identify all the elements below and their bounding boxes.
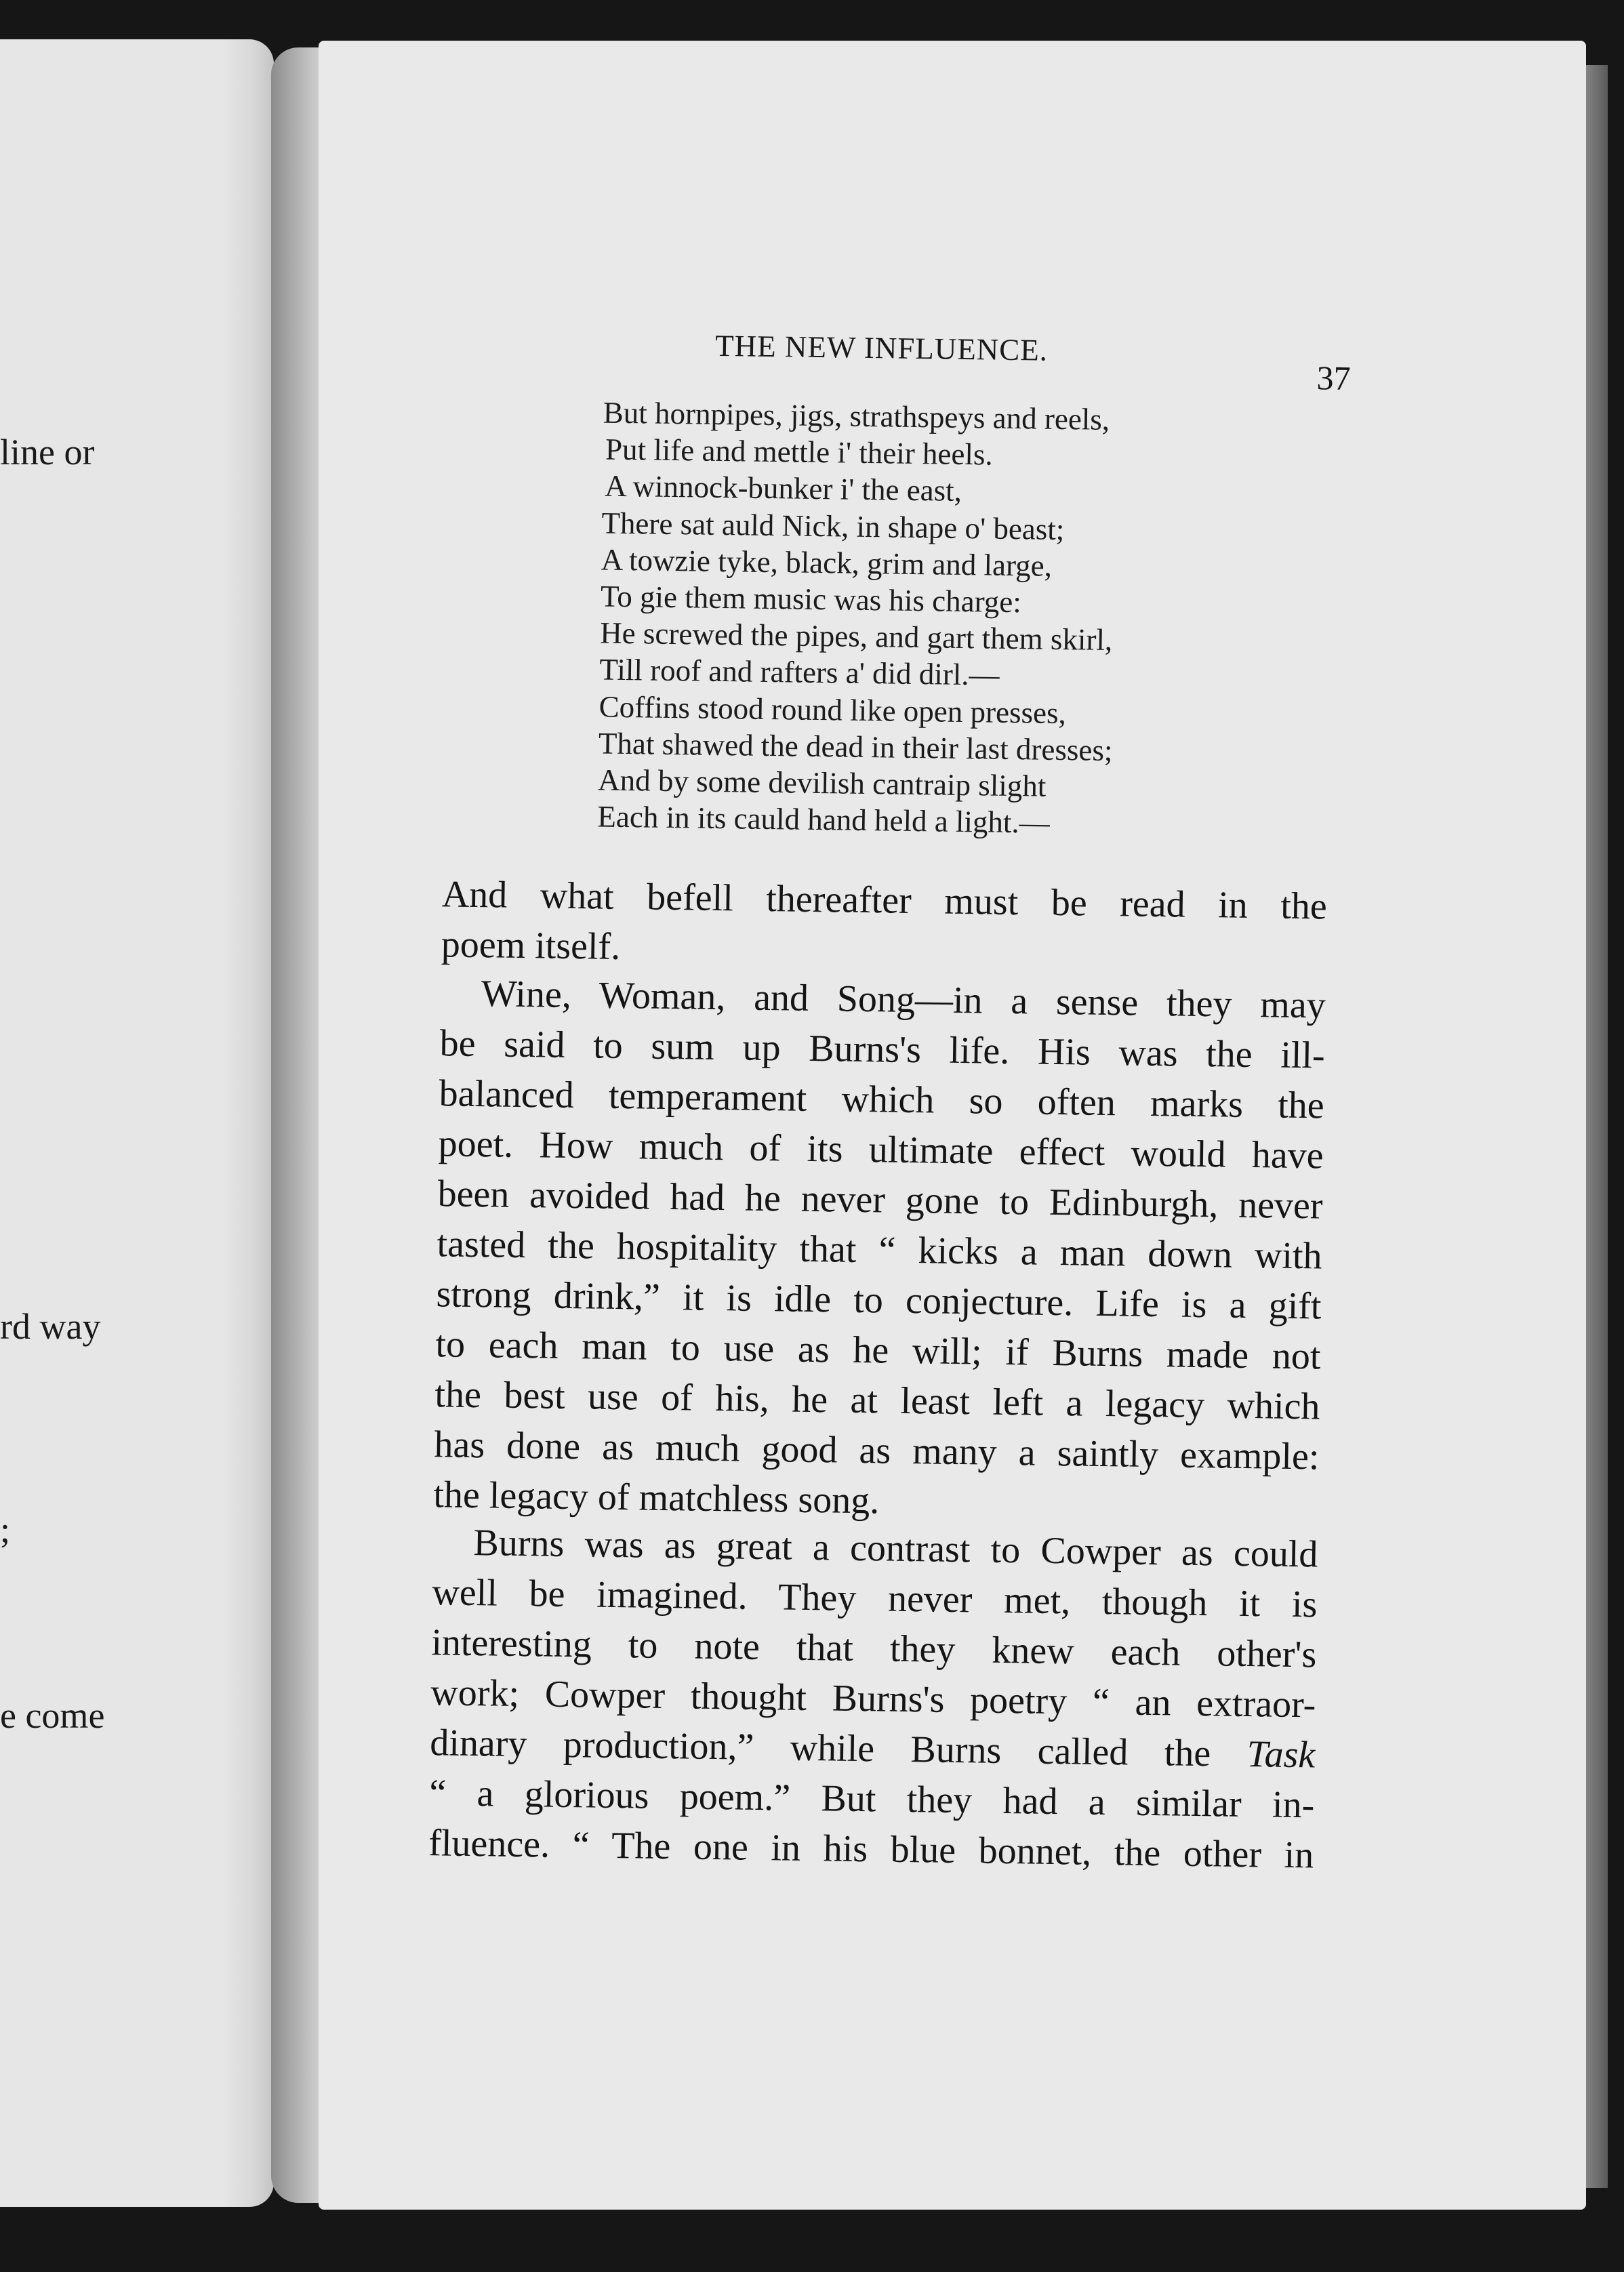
text-line: Burns was as great a contrast to Cowper as could [473, 1522, 1318, 1576]
text-line: And what befell thereafter must be read in the [441, 873, 1328, 928]
text-line: the best use of his, he at least left a legacy which [434, 1373, 1320, 1428]
text-line: be said to sum up Burns's life. His was the ill- [439, 1022, 1326, 1077]
text-line: strong drink,” it is idle to conjecture. Life is a gift [436, 1273, 1322, 1328]
text-line: well be imagined. They never met, though it is [432, 1571, 1318, 1626]
text-line: interesting to note that they knew each other's [431, 1621, 1317, 1676]
verse-line: A towzie tyke, black, grim and large, [601, 542, 1053, 583]
text-line: to each man to use as he will; if Burns made not [435, 1323, 1321, 1378]
left-page-fragment: e come [0, 1695, 105, 1736]
verse-line: He screwed the pipes, and gart them skirl, [599, 615, 1113, 657]
verse-line: There sat auld Nick, in shape o' beast; [601, 506, 1065, 546]
text-line: “ a glorious poem.” But they had a similar in- [428, 1772, 1315, 1827]
verse-line: Coffins stood round like open presses, [598, 689, 1067, 730]
verse-line: A winnock-bunker i' the east, [604, 468, 962, 508]
text-line-segment: dinary production,” while Burns called the [429, 1722, 1211, 1775]
text-line: the legacy of matchless song. [433, 1474, 880, 1522]
text-line: Wine, Woman, and Song—in a sense they may [481, 973, 1326, 1027]
italic-title: Task [1246, 1733, 1316, 1777]
page-number: 37 [1316, 359, 1352, 397]
paragraph [441, 869, 1327, 981]
paragraph [433, 968, 1326, 1532]
left-page-fragment: line or [0, 432, 95, 472]
left-page-fragment: ; [0, 1509, 11, 1550]
text-line: poem itself. [441, 923, 621, 969]
running-head: THE NEW INFLUENCE. [714, 328, 1049, 367]
verse-line: Till roof and rafters a' did dirl.— [599, 652, 1000, 693]
text-line: fluence. “ The one in his blue bonnet, the other in [428, 1822, 1314, 1877]
left-page-fragment: rd way [0, 1306, 101, 1347]
paragraph [428, 1517, 1318, 1880]
verse-line: To gie them music was his charge: [600, 579, 1022, 620]
verse-line: And by some devilish cantraip slight [597, 763, 1047, 803]
text-line: balanced temperament which so often marks the [439, 1072, 1325, 1127]
text-line: has done as much good as many a saintly example: [434, 1423, 1320, 1478]
text-line: work; Cowper thought Burns's poetry “ an extraor- [430, 1671, 1316, 1726]
verse-line: But hornpipes, jigs, strathspeys and reels, [603, 395, 1110, 437]
verse-quotation [597, 394, 1295, 845]
text-line: been avoided had he never gone to Edinburgh, never [437, 1173, 1323, 1228]
text-line: poet. How much of its ultimate effect would have [438, 1122, 1324, 1177]
text-line: tasted the hospitality that “ kicks a man down with [437, 1223, 1322, 1278]
verse-line: Put life and mettle i' their heels. [605, 432, 994, 472]
verse-line: That shawed the dead in their last dresses; [598, 726, 1113, 767]
verse-line: Each in its cauld hand held a light.— [597, 799, 1051, 840]
